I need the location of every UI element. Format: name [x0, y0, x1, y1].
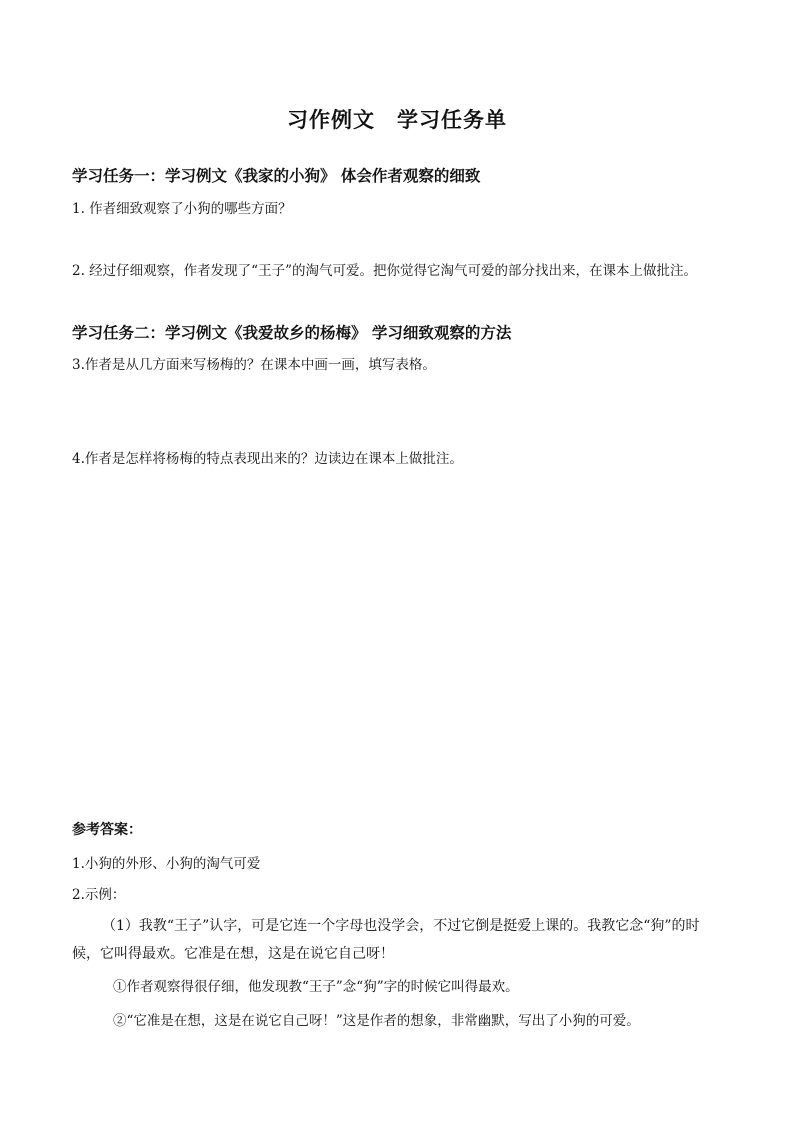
answer-2-label: 2.示例： [72, 887, 126, 903]
answers-heading: 参考答案： [72, 822, 142, 838]
title-part-1: 习作例文 [287, 107, 375, 132]
title-part-2: 学习任务单 [397, 107, 507, 132]
answer-1: 1.小狗的外形、小狗的淘气可爱 [72, 856, 261, 872]
question-4: 4.作者是怎样将杨梅的特点表现出来的？边读边在课本上做批注。 [72, 451, 463, 467]
question-1: 1. 作者细致观察了小狗的哪些方面？ [72, 201, 292, 217]
page-title [0, 104, 794, 134]
example-paragraph: （1）我教“王子”认字，可是它连一个字母也没学会，不过它倒是挺爱上课的。我教它念“狗”的时候，它叫得最欢。它准是在想，这是在说它自己呀！ [72, 918, 700, 962]
task-2-heading: 学习任务二：学习例文《我爱故乡的杨梅》 学习细致观察的方法 [72, 323, 512, 342]
annotation-1: ①作者观察得很仔细，他发现教“王子”念“狗”字的时候它叫得最欢。 [113, 979, 519, 995]
annotation-2: ②“它准是在想，这是在说它自己呀！”这是作者的想象，非常幽默，写出了小狗的可爱。 [113, 1013, 640, 1029]
question-3: 3.作者是从几方面来写杨梅的？在课本中画一画，填写表格。 [72, 357, 436, 373]
question-2: 2. 经过仔细观察，作者发现了“王子”的淘气可爱。把你觉得它淘气可爱的部分找出来，在课本上做批注。 [72, 263, 697, 279]
task-1-heading: 学习任务一：学习例文《我家的小狗》 体会作者观察的细致 [72, 166, 481, 185]
